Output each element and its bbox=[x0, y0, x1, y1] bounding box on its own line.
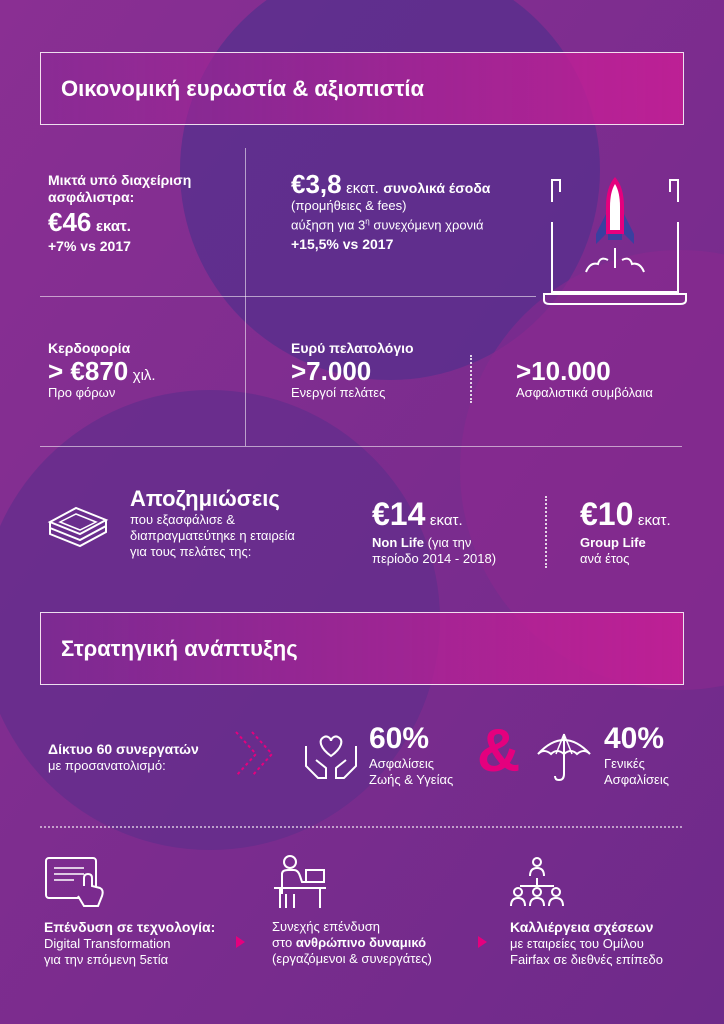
claims-desc: διαπραγματεύτηκε η εταιρεία bbox=[130, 528, 295, 543]
claims-block bbox=[130, 486, 350, 560]
claims-title: Αποζημιώσεις bbox=[130, 486, 280, 511]
people-text: (εργαζόμενοι & συνεργάτες) bbox=[272, 951, 432, 966]
note-text: συνεχόμενη χρονιά bbox=[369, 217, 484, 233]
assets-unit: εκατ. bbox=[95, 218, 131, 235]
revenue-note-2 bbox=[291, 214, 541, 233]
relations-block bbox=[510, 919, 710, 968]
tech-title: Επένδυση σε τεχνολογία: bbox=[44, 919, 216, 935]
dotted-divider bbox=[545, 496, 547, 568]
clients-label: Ευρύ πελατολόγιο bbox=[291, 340, 414, 356]
umbrella-icon bbox=[534, 730, 594, 782]
assets-label: ασφάλιστρα: bbox=[48, 189, 135, 205]
network-label: Δίκτυο 60 συνεργατών bbox=[48, 741, 199, 757]
revenue-label: συνολικά έσοδα bbox=[383, 180, 491, 196]
nonlife-note: περίοδο 2014 - 2018) bbox=[372, 551, 497, 566]
grouplife-note: ανά έτος bbox=[580, 551, 630, 566]
tech-block bbox=[44, 919, 244, 968]
revenue-note: (προμήθειες & fees) bbox=[291, 198, 407, 213]
profit-block bbox=[48, 340, 238, 401]
dotted-divider bbox=[470, 355, 472, 403]
life-percent: 60% bbox=[369, 722, 430, 755]
people-block bbox=[272, 919, 482, 967]
claims-desc: για τους πελάτες της: bbox=[130, 544, 252, 559]
nonlife-value: €14 bbox=[372, 496, 426, 532]
heart-hands-icon bbox=[302, 728, 360, 784]
nonlife-block bbox=[372, 496, 542, 567]
revenue-unit: εκατ. bbox=[346, 180, 379, 197]
general-label: Ασφαλίσεις bbox=[604, 772, 669, 787]
network-label: με προσανατολισμό: bbox=[48, 758, 166, 773]
general-label: Γενικές bbox=[604, 756, 645, 771]
tech-text: Digital Transformation bbox=[44, 936, 171, 951]
ampersand: & bbox=[477, 717, 521, 784]
rocket-laptop-icon bbox=[540, 172, 690, 307]
nonlife-label: Non Life bbox=[372, 535, 424, 550]
network-people-icon bbox=[510, 856, 564, 908]
contracts-block bbox=[516, 357, 686, 401]
pink-arrow-icon bbox=[236, 936, 245, 948]
revenue-block bbox=[291, 170, 541, 253]
money-stack-icon bbox=[46, 500, 110, 550]
clients-value: >7.000 bbox=[291, 356, 372, 386]
assets-block bbox=[48, 172, 238, 255]
relations-title: Καλλιέργεια σχέσεων bbox=[510, 919, 654, 935]
life-block bbox=[369, 722, 479, 788]
contracts-value: >10.000 bbox=[516, 356, 611, 386]
tablet-touch-icon bbox=[44, 856, 106, 908]
people-text: Συνεχής επένδυση bbox=[272, 919, 381, 934]
people-text-bold: ανθρώπινο δυναμικό bbox=[295, 935, 427, 950]
profit-label: Κερδοφορία bbox=[48, 340, 131, 356]
tech-text: για την επόμενη 5ετία bbox=[44, 952, 169, 967]
assets-value: €46 bbox=[48, 207, 92, 237]
nonlife-unit: εκατ. bbox=[429, 512, 463, 529]
life-label: Ασφαλίσεις bbox=[369, 756, 434, 771]
section-title: Οικονομική ευρωστία & αξιοπιστία bbox=[61, 75, 425, 101]
profit-value: > €870 bbox=[48, 356, 129, 386]
general-block bbox=[604, 722, 704, 788]
note-text: αύξηση για 3 bbox=[291, 217, 366, 233]
assets-label: Μικτά υπό διαχείριση bbox=[48, 172, 192, 188]
clients-note: Ενεργοί πελάτες bbox=[291, 385, 386, 400]
life-label: Ζωής & Υγείας bbox=[369, 772, 454, 787]
section-banner-financial bbox=[40, 52, 684, 125]
nonlife-note: (για την bbox=[427, 535, 472, 550]
general-percent: 40% bbox=[604, 722, 665, 755]
profit-note: Προ φόρων bbox=[48, 385, 116, 400]
chevrons-icon bbox=[232, 728, 284, 780]
section-title: Στρατηγική ανάπτυξης bbox=[61, 635, 298, 661]
revenue-value: €3,8 bbox=[291, 169, 342, 199]
grouplife-label: Group Life bbox=[580, 535, 646, 550]
superscript: η bbox=[365, 217, 370, 226]
dotted-separator bbox=[40, 826, 682, 828]
grouplife-unit: εκατ. bbox=[637, 512, 671, 529]
claims-desc: που εξασφάλισε & bbox=[130, 512, 235, 527]
clients-block bbox=[291, 340, 471, 401]
relations-text: με εταιρείες του Ομίλου bbox=[510, 936, 644, 951]
profit-unit: χιλ. bbox=[132, 367, 156, 384]
contracts-note: Ασφαλιστικά συμβόλαια bbox=[516, 385, 653, 400]
section-banner-strategy bbox=[40, 612, 684, 685]
network-block bbox=[48, 741, 238, 774]
horizontal-divider bbox=[40, 296, 536, 297]
horizontal-divider bbox=[40, 446, 682, 447]
relations-text: Fairfax σε διεθνές επίπεδο bbox=[510, 952, 663, 967]
revenue-growth: +15,5% vs 2017 bbox=[291, 236, 394, 253]
assets-growth: +7% vs 2017 bbox=[48, 238, 131, 254]
vertical-divider bbox=[245, 148, 246, 446]
pink-arrow-icon bbox=[478, 936, 487, 948]
person-desk-icon bbox=[272, 854, 328, 910]
people-text: στο bbox=[272, 935, 296, 950]
grouplife-value: €10 bbox=[580, 496, 634, 532]
grouplife-block bbox=[580, 496, 690, 567]
